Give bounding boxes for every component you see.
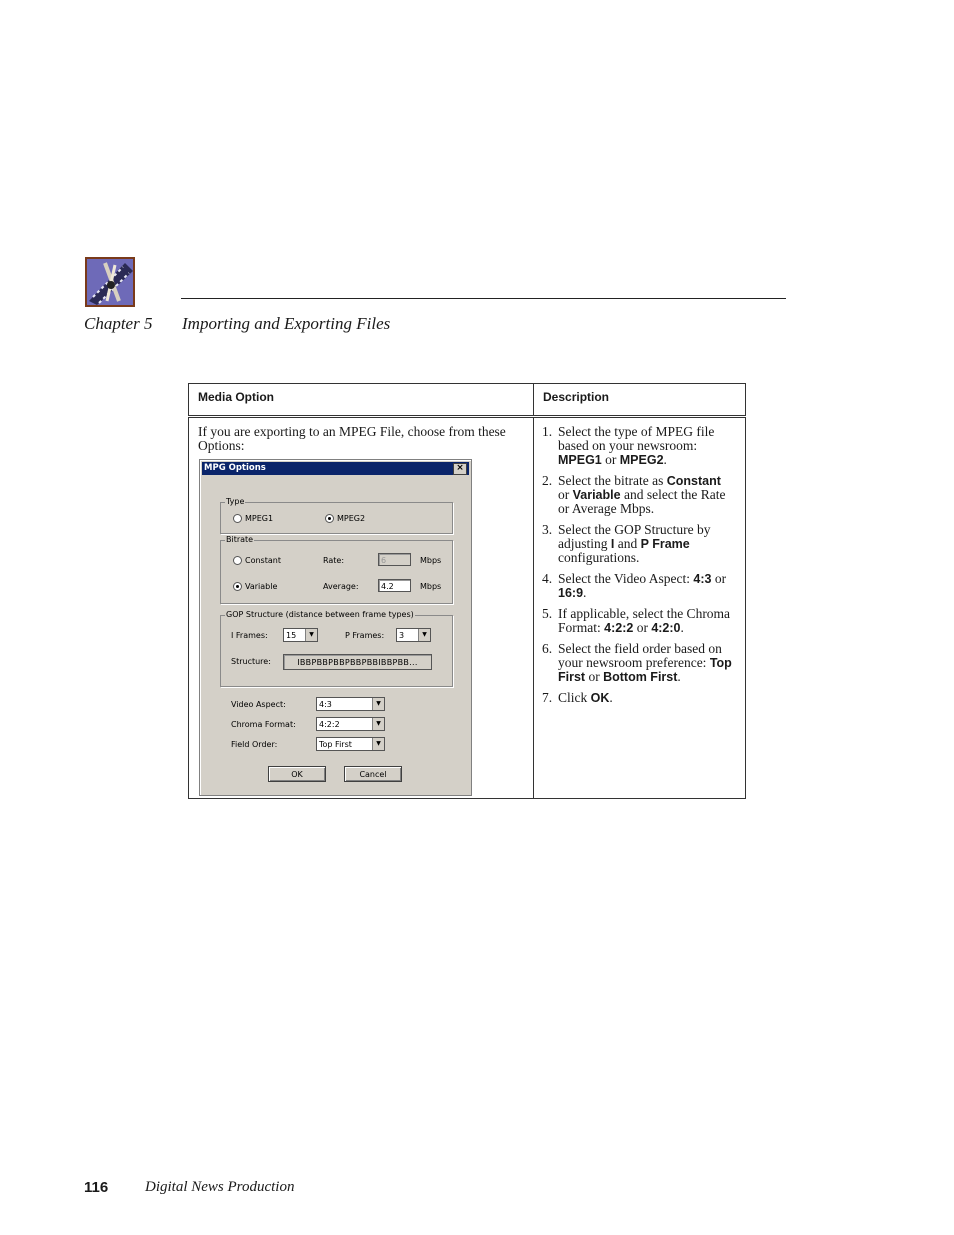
step-text: . (680, 620, 684, 635)
bitrate-group-label: Bitrate (226, 535, 254, 544)
step-item (542, 607, 735, 635)
dialog-title: MPG Options (204, 463, 266, 473)
mpeg1-label: MPEG1 (245, 514, 274, 523)
step-text: or (633, 620, 652, 635)
iframes-label: I Frames: (231, 631, 268, 640)
bitrate-group (220, 535, 453, 604)
chroma-format-value: 4:2:2 (319, 720, 340, 729)
step-keyword: I (610, 537, 615, 551)
video-aspect-dropdown-icon[interactable]: ▼ (372, 698, 384, 710)
header-rule (181, 298, 786, 299)
step-item (542, 474, 735, 516)
type-group-label: Type (226, 497, 245, 506)
video-aspect-label: Video Aspect: (231, 700, 286, 709)
structure-display: IBBPBBPBBPBBPBBIBBPBB... (283, 654, 432, 670)
cancel-button[interactable]: Cancel (344, 766, 402, 782)
step-text: Click (558, 690, 591, 705)
chroma-format-label: Chroma Format: (231, 720, 296, 729)
average-mbps-label: Mbps (420, 582, 442, 591)
pframes-label: P Frames: (345, 631, 385, 640)
step-keyword: Bottom First (603, 670, 678, 684)
film-reel-logo-icon (85, 257, 135, 307)
step-keyword: Variable (572, 488, 621, 502)
step-keyword: Top First (558, 656, 732, 684)
gop-group (220, 610, 453, 687)
ok-button[interactable]: OK (268, 766, 326, 782)
step-keyword: 4:2:0 (651, 621, 681, 635)
pframes-select[interactable] (396, 628, 431, 642)
close-icon[interactable]: × (453, 463, 467, 475)
col-description-header: Description (534, 384, 746, 417)
step-number: 6. (542, 641, 553, 656)
step-number: 3. (542, 522, 553, 537)
step-keyword: P Frame (640, 537, 690, 551)
step-keyword: OK (590, 691, 610, 705)
media-options-table (188, 383, 746, 799)
step-number: 4. (542, 571, 553, 586)
intro-text: If you are exporting to an MPEG File, choose from these Options: (198, 424, 506, 453)
field-order-dropdown-icon[interactable]: ▼ (372, 738, 384, 750)
step-item (542, 425, 735, 467)
media-option-cell (189, 417, 534, 799)
step-text: configurations. (558, 550, 640, 565)
field-order-label: Field Order: (231, 740, 278, 749)
step-text: . (677, 669, 681, 684)
average-label: Average: (323, 582, 359, 591)
step-number: 1. (542, 424, 553, 439)
pframes-value: 3 (399, 631, 405, 640)
step-item (542, 572, 735, 600)
variable-label: Variable (245, 582, 278, 591)
rate-mbps-label: Mbps (420, 556, 442, 565)
step-keyword: 4:2:2 (604, 621, 634, 635)
chapter-title: Importing and Exporting Files (182, 314, 391, 333)
step-item (542, 691, 735, 705)
chroma-format-dropdown-icon[interactable]: ▼ (372, 718, 384, 730)
dialog-titlebar (202, 462, 469, 475)
step-item (542, 642, 735, 684)
description-cell (534, 417, 746, 799)
chapter-heading (84, 314, 390, 334)
pframes-dropdown-icon[interactable]: ▼ (418, 629, 430, 641)
iframes-select[interactable] (283, 628, 318, 642)
mpeg2-radio[interactable] (325, 514, 334, 523)
step-keyword: MPEG1 (558, 453, 602, 467)
page-number: 116 (84, 1179, 109, 1196)
step-text: Select the type of MPEG file based on your newsroom: (558, 424, 715, 453)
step-text: . (609, 690, 613, 705)
step-text: and select the Rate or Average Mbps. (558, 487, 726, 516)
step-text: and (614, 536, 641, 551)
step-text: Select the GOP Structure by adjusting (558, 522, 711, 551)
step-text: or (558, 487, 573, 502)
field-order-select[interactable] (316, 737, 385, 751)
mpeg1-radio[interactable] (233, 514, 242, 523)
structure-label: Structure: (231, 657, 271, 666)
field-order-value: Top First (319, 740, 352, 749)
average-input[interactable]: 4.2 (378, 579, 411, 592)
book-title: Digital News Production (145, 1179, 295, 1195)
step-keyword: 16:9 (558, 586, 584, 600)
step-text: Select the Video Aspect: (558, 571, 694, 586)
chroma-format-select[interactable] (316, 717, 385, 731)
step-keyword: MPEG2 (619, 453, 664, 467)
step-number: 2. (542, 473, 553, 488)
step-text: Select the bitrate as (558, 473, 667, 488)
rate-input[interactable]: 6 (378, 553, 411, 566)
mpeg2-label: MPEG2 (337, 514, 366, 523)
video-aspect-value: 4:3 (319, 700, 332, 709)
mpg-options-dialog (199, 459, 472, 796)
iframes-value: 15 (286, 631, 297, 640)
step-text: or (711, 571, 727, 586)
step-text: or (585, 669, 604, 684)
variable-radio[interactable] (233, 582, 242, 591)
rate-label: Rate: (323, 556, 345, 565)
constant-label: Constant (245, 556, 281, 565)
col-media-option-header: Media Option (189, 384, 534, 417)
chapter-number: Chapter 5 (84, 314, 153, 333)
iframes-dropdown-icon[interactable]: ▼ (305, 629, 317, 641)
video-aspect-select[interactable] (316, 697, 385, 711)
gop-group-label: GOP Structure (distance between frame types) (226, 610, 414, 619)
step-text: If applicable, select the Chroma Format: (558, 606, 731, 635)
step-number: 5. (542, 606, 553, 621)
step-keyword: Constant (666, 474, 721, 488)
steps-list (542, 425, 735, 705)
step-text: Select the field order based on your newsroom preference: (558, 641, 722, 670)
constant-radio[interactable] (233, 556, 242, 565)
step-text: or (601, 452, 620, 467)
step-item (542, 523, 735, 565)
step-keyword: 4:3 (693, 572, 712, 586)
step-text: . (663, 452, 667, 467)
step-text: . (583, 585, 587, 600)
step-number: 7. (542, 690, 553, 705)
